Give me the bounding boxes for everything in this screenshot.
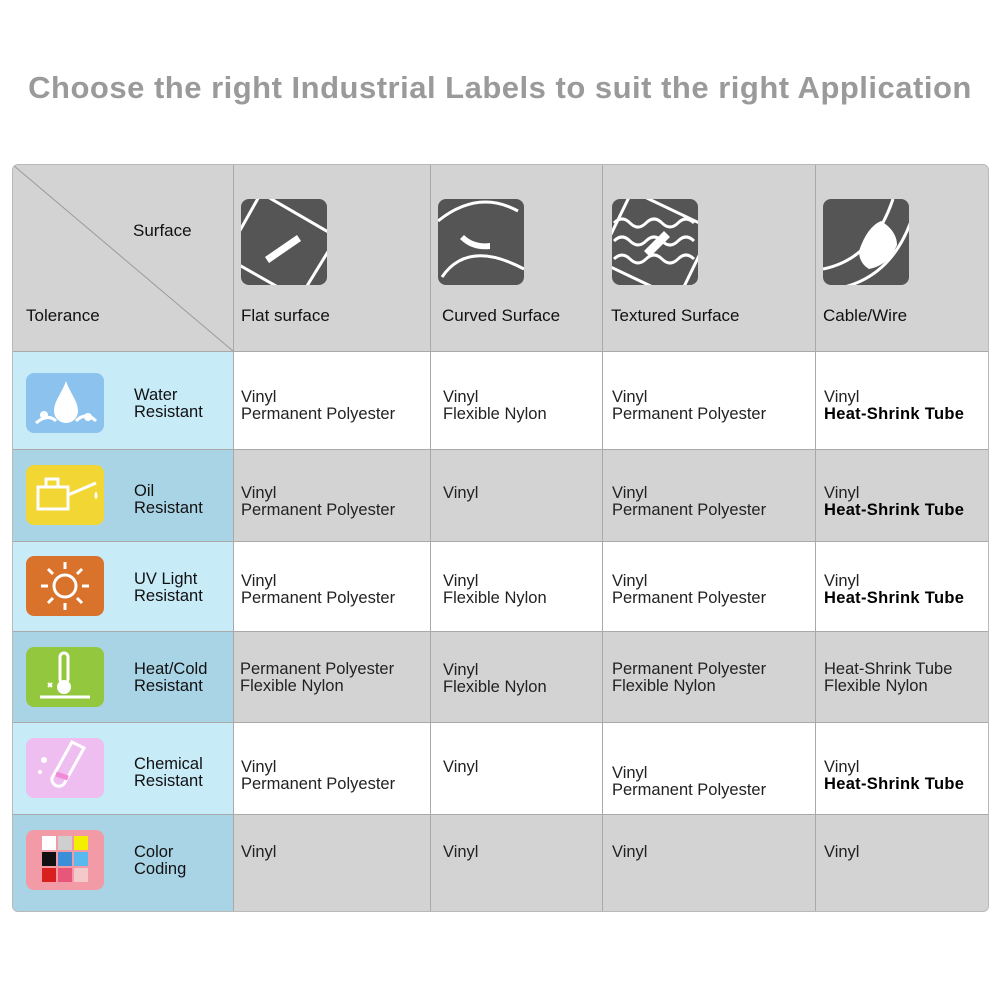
column-divider <box>430 165 431 911</box>
table-cell: Vinyl Permanent Polyester <box>602 541 815 631</box>
table-cell: Vinyl Permanent Polyester <box>602 449 815 541</box>
header-corner-cell <box>13 165 233 351</box>
table-cell: Vinyl <box>430 814 602 911</box>
color-swatch <box>58 836 72 850</box>
row-divider <box>13 541 988 542</box>
row-divider <box>13 722 988 723</box>
row-label-cell <box>13 722 233 814</box>
table-cell: Permanent Polyester Flexible Nylon <box>602 631 815 722</box>
row-label-cell <box>13 449 233 541</box>
flat-surface-icon <box>241 199 327 285</box>
column-label-cable: Cable/Wire <box>823 306 908 325</box>
textured-surface-icon <box>612 199 698 285</box>
page-title: Choose the right Industrial Labels to suit the right Application <box>28 70 972 105</box>
table-cell: Vinyl Permanent Polyester <box>233 541 430 631</box>
table-cell: Vinyl Flexible Nylon <box>430 631 602 722</box>
color-swatch <box>42 868 56 882</box>
color-swatch <box>58 868 72 882</box>
curved-surface-icon <box>438 199 524 285</box>
row-label-text: Oil Resistant <box>134 482 203 517</box>
uv-sun-icon <box>26 556 104 616</box>
header-col-textured <box>602 165 815 351</box>
table-cell: Vinyl <box>233 814 430 911</box>
water-drop-icon <box>26 373 104 433</box>
row-label-text: Heat/Cold Resistant <box>134 660 208 695</box>
test-tube-icon <box>26 738 104 798</box>
row-label-cell <box>13 541 233 631</box>
table-cell: Vinyl Heat-Shrink Tube <box>815 722 988 814</box>
row-divider <box>13 449 988 450</box>
thermometer-icon <box>26 647 104 707</box>
oil-can-icon <box>26 465 104 525</box>
table-cell: Vinyl Heat-Shrink Tube <box>815 351 988 449</box>
row-divider <box>13 351 988 352</box>
header-col-flat <box>233 165 430 351</box>
color-swatch <box>74 868 88 882</box>
cable-wire-icon <box>823 199 909 285</box>
table-cell: Vinyl Permanent Polyester <box>233 351 430 449</box>
row-divider <box>13 814 988 815</box>
color-swatch <box>74 836 88 850</box>
table-cell: Vinyl <box>430 722 602 814</box>
row-label-text: Water Resistant <box>134 386 203 421</box>
row-label-cell <box>13 814 233 911</box>
row-divider <box>13 631 988 632</box>
color-swatches <box>42 836 90 884</box>
header-col-cable <box>815 165 988 351</box>
color-swatches-icon <box>26 830 104 890</box>
column-divider <box>233 165 234 911</box>
table-cell: Vinyl Flexible Nylon <box>430 541 602 631</box>
tolerance-label: Tolerance <box>26 306 100 325</box>
color-swatch <box>42 852 56 866</box>
column-divider <box>602 165 603 911</box>
color-swatch <box>74 852 88 866</box>
table-cell: Vinyl Permanent Polyester <box>233 449 430 541</box>
table-cell: Vinyl Permanent Polyester <box>602 351 815 449</box>
row-label-text: Color Coding <box>134 843 187 878</box>
table-cell: Vinyl Permanent Polyester <box>602 722 815 814</box>
header-col-curved <box>430 165 602 351</box>
surface-label: Surface <box>133 221 192 240</box>
row-label-cell <box>13 631 233 722</box>
table-cell: Permanent Polyester Flexible Nylon <box>233 631 430 722</box>
table-cell: Vinyl <box>430 449 602 541</box>
table-cell: Vinyl Heat-Shrink Tube <box>815 449 988 541</box>
color-swatch <box>42 836 56 850</box>
row-label-text: UV Light Resistant <box>134 570 203 605</box>
row-label-text: Chemical Resistant <box>134 755 203 790</box>
row-label-cell <box>13 351 233 449</box>
column-label-flat: Flat surface <box>241 306 330 325</box>
table-cell: Vinyl <box>815 814 988 911</box>
column-label-textured: Textured Surface <box>611 306 740 325</box>
table-cell: Vinyl Permanent Polyester <box>233 722 430 814</box>
table-cell: Heat-Shrink Tube Flexible Nylon <box>815 631 988 722</box>
table-cell: Vinyl Heat-Shrink Tube <box>815 541 988 631</box>
comparison-table <box>12 164 989 912</box>
column-label-curved: Curved Surface <box>442 306 561 325</box>
color-swatch <box>58 852 72 866</box>
table-cell: Vinyl <box>602 814 815 911</box>
column-divider <box>815 165 816 911</box>
table-cell: Vinyl Flexible Nylon <box>430 351 602 449</box>
